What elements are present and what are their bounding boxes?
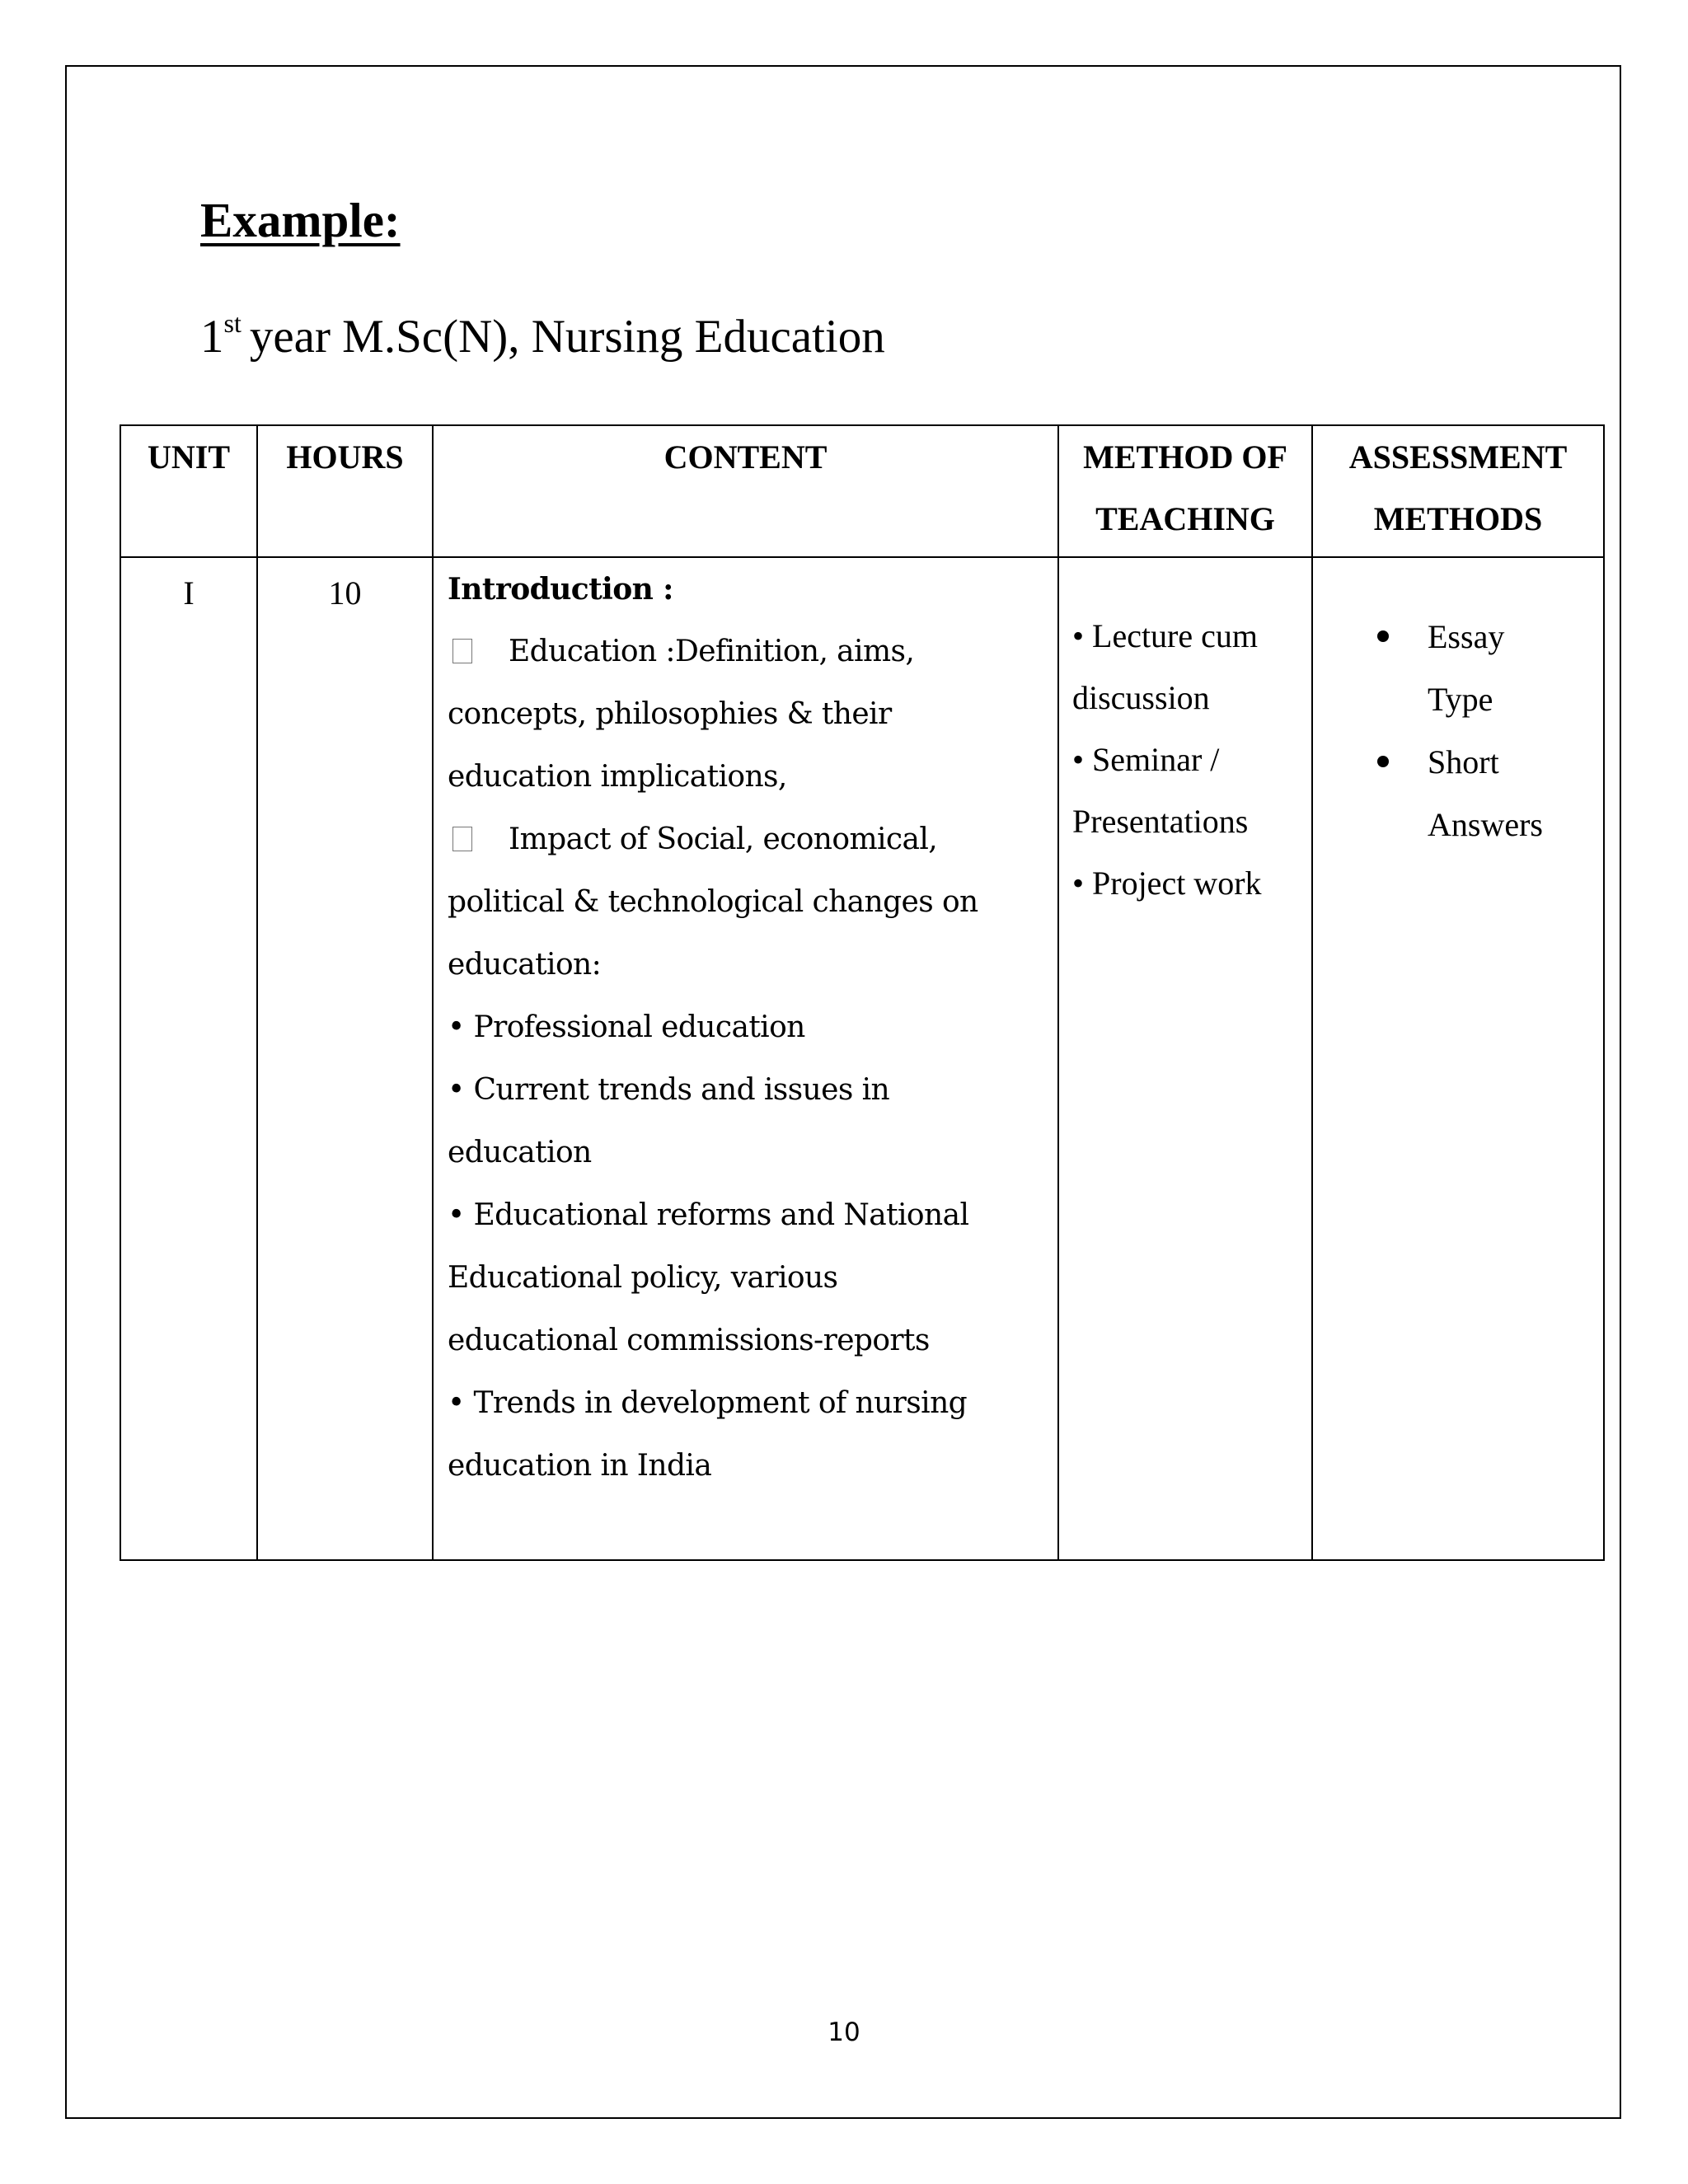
method-line: • Lecture cum <box>1072 617 1258 654</box>
list-item: Short Answers <box>1313 731 1603 856</box>
content-line: Education :Definition, aims, <box>448 621 1044 683</box>
list-item: Essay Type <box>1313 606 1603 731</box>
subtitle-text: year M.Sc(N), Nursing Education <box>249 311 885 363</box>
content-line: Impact of Social, economical, <box>448 808 1044 871</box>
content-line: • Current trends and issues in <box>448 1073 890 1107</box>
method-line: Presentations <box>1072 803 1249 840</box>
content-line: education <box>448 1136 592 1169</box>
header-hours: HOURS <box>257 425 433 557</box>
method-line: • Seminar / <box>1072 741 1220 778</box>
content-line: • Professional education <box>448 1010 805 1044</box>
header-content: CONTENT <box>433 425 1058 557</box>
method-line: discussion <box>1072 679 1210 716</box>
content-line: Educational policy, various <box>448 1261 838 1295</box>
assessment-list <box>1313 606 1603 856</box>
table-header-row <box>120 425 1604 557</box>
content-cell <box>433 557 1058 1560</box>
content-line: • Educational reforms and National <box>448 1198 969 1232</box>
subtitle-number: 1 <box>200 311 224 363</box>
subtitle-superscript: st <box>223 308 241 338</box>
content-line: concepts, philosophies & their <box>448 697 892 731</box>
page-number: 10 <box>828 2018 860 2047</box>
method-line: • Project work <box>1072 865 1262 902</box>
content-line: education: <box>448 948 602 982</box>
course-subtitle <box>200 308 885 363</box>
assessment-methods-cell <box>1312 557 1604 1560</box>
header-unit: UNIT <box>120 425 257 557</box>
content-line: education implications, <box>448 760 787 794</box>
missing-glyph-icon <box>452 827 472 851</box>
content-line: education in India <box>448 1449 712 1483</box>
content-title: Introduction : <box>448 572 673 607</box>
missing-glyph-icon <box>452 639 472 663</box>
method-of-teaching-cell <box>1058 557 1312 1560</box>
header-method-of-teaching: METHOD OF TEACHING <box>1058 425 1312 557</box>
content-line: educational commissions-reports <box>448 1324 930 1357</box>
hours-cell: 10 <box>257 557 433 1560</box>
lesson-plan-table <box>120 424 1605 1561</box>
header-assessment-methods: ASSESSMENT METHODS <box>1312 425 1604 557</box>
unit-cell: I <box>120 557 257 1560</box>
content-line: • Trends in development of nursing <box>448 1386 968 1420</box>
example-heading: Example: <box>200 193 401 247</box>
table-row <box>120 557 1604 1560</box>
content-line: political & technological changes on <box>448 885 978 919</box>
